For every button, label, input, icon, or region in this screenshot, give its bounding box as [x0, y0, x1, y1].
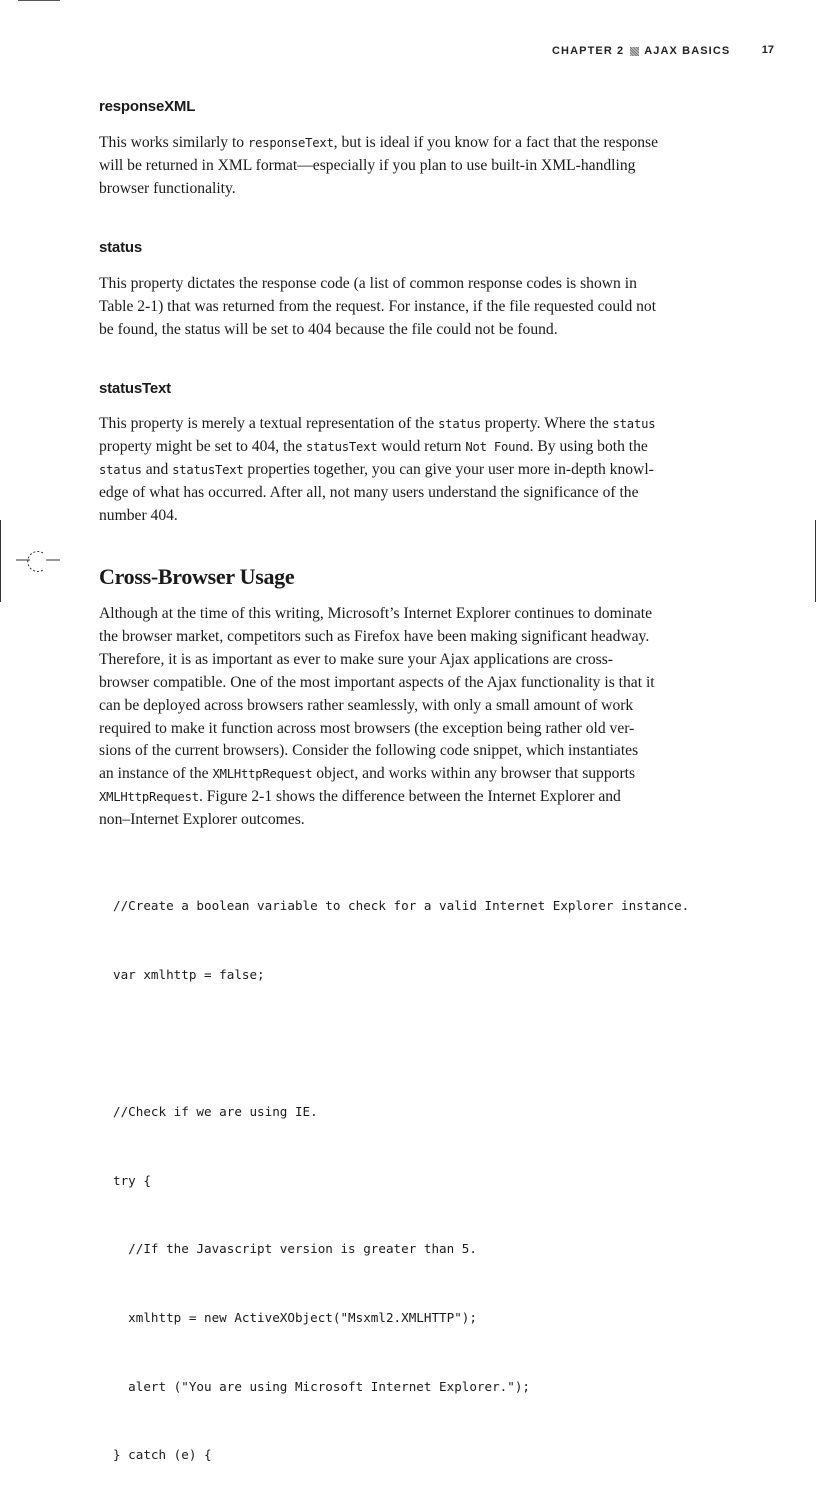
text-line: This works similarly to responseText, but is ideal if you know for a fact that the response — [99, 134, 659, 151]
code-listing — [113, 849, 689, 1490]
code-line: //Create a boolean variable to check for a valid Internet Explorer instance. — [113, 897, 690, 913]
paragraph-responsexml — [99, 132, 729, 201]
text-line: can be deployed across browsers rather seamlessly, with only a small amount of work — [99, 696, 634, 714]
inline-code: status — [438, 417, 481, 431]
inline-code: statusText — [306, 439, 378, 454]
paragraph-status — [99, 273, 729, 342]
code-line: //Check if we are using IE. — [113, 1103, 318, 1119]
inline-code: responseText — [248, 136, 334, 150]
text-line: non–Internet Explorer outcomes. — [99, 811, 305, 829]
heading-status: status — [99, 239, 142, 256]
text-line: sions of the current browsers). Consider the following code snippet, which instantiates — [99, 742, 639, 760]
text-line: Although at the time of this writing, Microsoft’s Internet Explorer continues to dominate — [99, 605, 653, 622]
heading-responsexml: responseXML — [99, 98, 196, 115]
text-line: be found, the status will be set to 404 because the file could not be found. — [99, 320, 558, 338]
paragraph-cross-browser — [99, 603, 729, 832]
registration-mark-icon — [16, 550, 60, 576]
code-line: alert ("You are using Microsoft Internet Explorer."); — [113, 1378, 531, 1394]
text-line: will be returned in XML format—especially if you plan to use built-in XML-handling — [99, 156, 636, 174]
chapter-title: AJAX BASICS — [644, 45, 731, 57]
code-line: try { — [113, 1172, 151, 1188]
inline-code: status — [612, 417, 656, 431]
inline-code: Not Found — [465, 439, 530, 454]
separator-icon — [630, 47, 639, 56]
code-line: xmlhttp = new ActiveXObject("Msxml2.XMLHTTP"); — [113, 1310, 477, 1326]
text-line: property might be set to 404, the statusText would return Not Found. By using both the — [99, 437, 648, 455]
heading-statustext: statusText — [99, 380, 171, 397]
text-line: XMLHttpRequest. Figure 2-1 shows the difference between the Internet Explorer and — [99, 788, 621, 806]
text-line: Therefore, it is as important as ever to make sure your Ajax applications are cross- — [99, 650, 613, 668]
crop-mark-top — [18, 0, 60, 1]
inline-code: statusText — [172, 462, 244, 477]
code-line — [113, 1032, 689, 1055]
text-line: Table 2-1) that was returned from the request. For instance, if the file requested could not — [99, 297, 657, 315]
text-line: browser functionality. — [99, 179, 236, 197]
text-line: This property dictates the response code (a list of common response codes is shown in — [99, 275, 637, 292]
inline-code: XMLHttpRequest — [99, 790, 199, 805]
text-line: required to make it function across most browsers (the exception being rather old ver- — [99, 719, 635, 737]
page-number: 17 — [761, 44, 774, 56]
inline-code: XMLHttpRequest — [212, 767, 313, 782]
text-line: This property is merely a textual representation of the status property. Where the status — [99, 415, 656, 432]
chapter-label: CHAPTER 2 — [552, 45, 625, 57]
text-line: browser compatible. One of the most important aspects of the Ajax functionality is that it — [99, 673, 655, 691]
code-line: var xmlhttp = false; — [113, 966, 265, 982]
code-line: //If the Javascript version is greater than 5. — [113, 1241, 477, 1257]
text-line: number 404. — [99, 506, 178, 524]
inline-code: status — [99, 462, 142, 477]
text-line: an instance of the XMLHttpRequest object, and works within any browser that supports — [99, 765, 636, 783]
paragraph-statustext — [99, 413, 729, 528]
margin-rule-left — [0, 520, 1, 602]
text-line: edge of what has occurred. After all, not many users understand the significance of the — [99, 483, 639, 501]
code-line: } catch (e) { — [113, 1447, 212, 1463]
running-header — [552, 44, 774, 58]
heading-cross-browser-usage: Cross-Browser Usage — [99, 564, 295, 589]
text-line: the browser market, competitors such as Firefox have been making significant headway. — [99, 627, 650, 645]
text-line: status and statusText properties together, you can give your user more in-depth knowl- — [99, 460, 654, 478]
